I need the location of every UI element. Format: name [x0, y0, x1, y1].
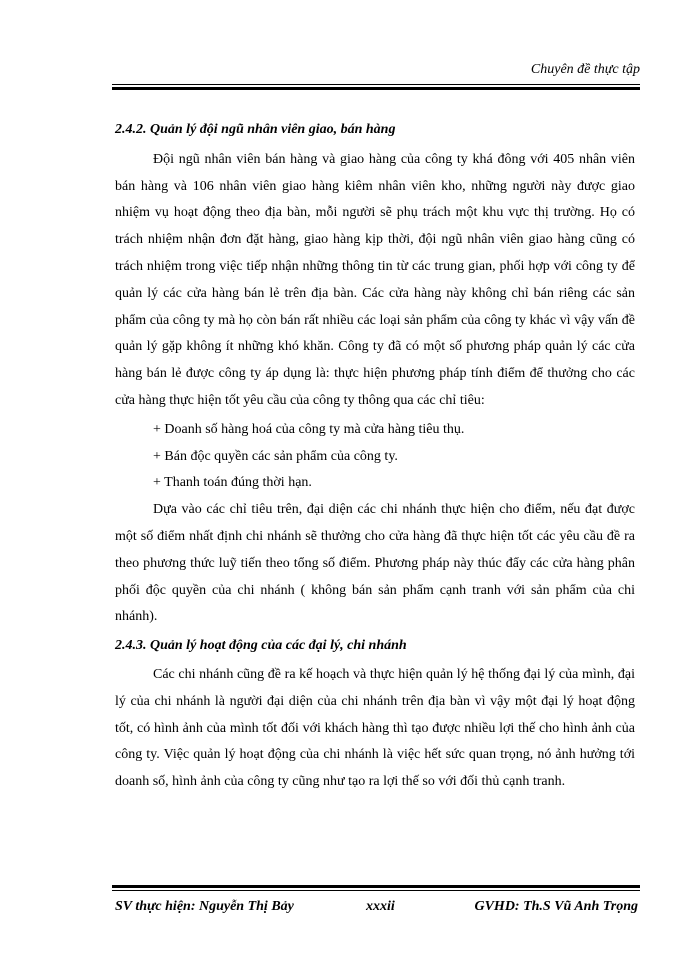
footer-student: SV thực hiện: Nguyễn Thị Bảy — [115, 899, 294, 914]
footer-divider-thin — [112, 890, 640, 891]
section-heading-2-4-2: 2.4.2. Quản lý đội ngũ nhân viên giao, bán hàng — [115, 122, 396, 137]
paragraph: Đội ngũ nhân viên bán hàng và giao hàng của công ty khá đông với 405 nhân viên bán hàng và 106 nhân viên giao hàng kiêm nhân viên kho, những người này được giao nhiệm vụ hoạt động theo địa bàn, mỗi người sẽ phụ trách một khu vực thị trường. Họ có trách nhiệm nhận đơn đặt hàng, giao hàng kịp thời, đội ngũ nhân viên giao hàng cũng có trách nhiệm trong việc tiếp nhận những thông tin từ các trung gian, phối hợp với công ty để quản lý các cửa hàng bán lẻ trên địa bàn. Các cửa hàng này không chỉ bán riêng các sản phẩm của công ty mà họ còn bán rất nhiều các loại sản phẩm của công ty khác vì vậy vấn đề quản lý gặp không ít những khó khăn. Công ty đã có một số phương pháp quản lý các cửa hàng bán lẻ được công ty áp dụng là: thực hiện phương pháp tính điểm để thưởng cho các cửa hàng thực hiện tốt yêu cầu của công ty thông qua các chỉ tiêu: — [115, 151, 635, 408]
page-header-title: Chuyên đề thực tập — [530, 62, 640, 77]
bullet-item: + Thanh toán đúng thời hạn. — [153, 475, 312, 491]
header-divider-thin — [112, 84, 640, 85]
page-number: xxxii — [366, 899, 395, 914]
bullet-item: + Doanh số hàng hoá của công ty mà cửa hàng tiêu thụ. — [153, 421, 465, 437]
paragraph: Dựa vào các chỉ tiêu trên, đại diện các chi nhánh thực hiện cho điểm, nếu đạt được một số điểm nhất định chi nhánh sẽ thưởng cho cửa hàng đã thực hiện tốt các yêu cầu đề ra theo phương thức luỹ tiến theo tổng số điểm. Phương pháp này thúc đẩy các cửa hàng phân phối độc quyền của chi nhánh ( không bán sản phẩm cạnh tranh với sản phẩm của chi nhánh). — [115, 502, 635, 625]
section-heading-2-4-3: 2.4.3. Quản lý hoạt động của các đại lý, chi nhánh — [115, 638, 407, 654]
footer-advisor: GVHD: Th.S Vũ Anh Trọng — [474, 899, 638, 914]
header-divider-thick — [112, 87, 640, 90]
paragraph: Các chi nhánh cũng đề ra kế hoạch và thực hiện quản lý hệ thống đại lý của mình, đại lý của chi nhánh là người đại diện của chi nhánh trên địa bàn vì vậy một đại lý hoạt động tốt, có hình ảnh của mình tốt đối với khách hàng thì tạo được nhiều lợi thế cho hình ảnh của công ty. Việc quản lý hoạt động của chi nhánh là việc hết sức quan trọng, nó ảnh hưởng tới doanh số, hình ảnh của công ty cũng như tạo ra lợi thế so với đối thủ cạnh tranh. — [115, 666, 635, 790]
footer-divider-thick — [112, 885, 640, 888]
document-body — [115, 117, 635, 796]
bullet-item: + Bán độc quyền các sản phẩm của công ty. — [153, 448, 398, 464]
